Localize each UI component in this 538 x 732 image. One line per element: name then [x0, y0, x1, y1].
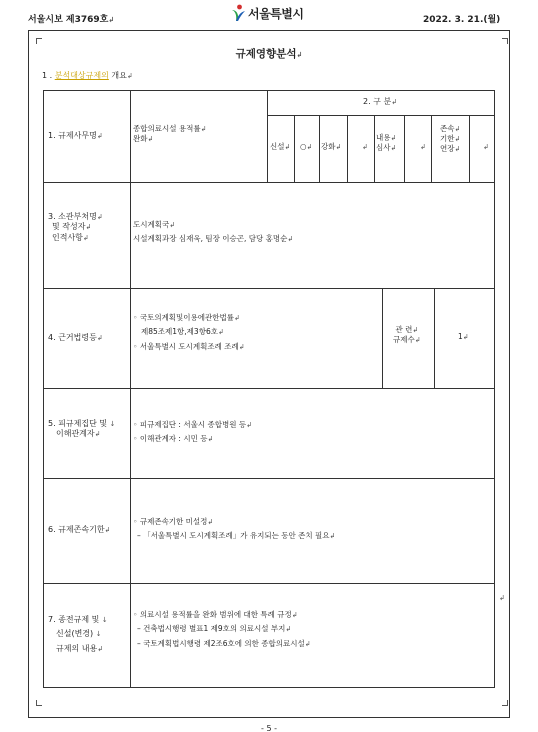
category-header: 2. 구 분↲ [363, 97, 398, 106]
grid-line [347, 115, 348, 182]
grid-line [44, 478, 494, 479]
grid-line [431, 115, 432, 182]
row6-label: 6. 규제존속기한↲ [48, 525, 111, 534]
category-new: 신설↲ [270, 142, 291, 151]
corner-mark [502, 38, 508, 44]
grid-line [434, 288, 435, 388]
category-empty: ↲ [420, 143, 426, 151]
grid-line [374, 115, 375, 182]
category-empty: ↲ [483, 143, 489, 151]
corner-mark [36, 700, 42, 706]
grid-line [382, 288, 383, 388]
grid-line [319, 115, 320, 182]
grid-line [44, 182, 494, 183]
related-regulations-label: 관 련↲ 규제수↲ [393, 325, 421, 345]
category-mark: ○↲ [300, 142, 313, 151]
row7-content: ◦ 의료시설 용적률을 완화 범위에 대한 특례 규정↲ – 건축법시행령 별표1 제9호의 의료시설 부지↲ – 국토계획법시행령 제2조6호에 의한 종합의료시설↲ [133, 610, 311, 648]
row6-content: ◦ 규제존속기한 미설정↲ – 「서울특별시 도시계획조례」가 유지되는 동안 존치 필요↲ [133, 517, 336, 541]
category-strengthen: 강화↲ [321, 142, 342, 151]
row1-label: 1. 규제사무명↲ [48, 131, 103, 140]
corner-mark [36, 38, 42, 44]
paragraph-mark: ↲ [499, 594, 505, 602]
section-heading: 1 . 분석대상규제의 개요↲ [42, 71, 133, 80]
grid-line [294, 115, 295, 182]
row4-label: 4. 근거법령등↲ [48, 333, 103, 342]
grid-line [469, 115, 470, 182]
corner-mark [502, 700, 508, 706]
related-regulations-count: 1↲ [458, 332, 469, 341]
row3-label: 3. 소관부처명↲ 및 작성자↲ 인적사항↲ [48, 212, 103, 242]
grid-line [267, 91, 268, 182]
page-number: - 5 - [261, 724, 277, 732]
seoul-emblem-icon [230, 4, 246, 22]
grid-line [44, 288, 494, 289]
row5-content: ◦ 피규제집단 : 서울시 종합병원 등↲ ◦ 이해관계자 : 시민 등↲ [133, 420, 252, 444]
publication-number: 서울시보 제3769호↲ [28, 15, 115, 25]
document-title: 규제영향분석↲ [235, 48, 303, 60]
category-empty: ↲ [362, 143, 368, 151]
grid-line [404, 115, 405, 182]
grid-line [267, 115, 495, 116]
category-extend: 존속↲ 기한↲ 연장↲ [440, 124, 461, 154]
category-content-review: 내용↲ 심사↲ [376, 133, 397, 153]
publication-date: 2022. 3. 21.(월) [423, 15, 501, 25]
logo-text: 서울특별시 [248, 6, 304, 21]
row3-content: 도시계획국↲ 시설계획과장 심재욱, 팀장 이승곤, 담당 홍명순↲ [133, 220, 294, 244]
row4-content: ◦ 국토의계획및이용에관한법률↲ 제85조제1항,제3항6호↲ ◦ 서울특별시 도시계획조례 조례↲ [133, 313, 245, 351]
grid-line [44, 583, 494, 584]
row7-label: 7. 종전규제 및 ↓ 신설(변경) ↓ 규제의 내용↲ [48, 615, 108, 653]
row5-label: 5. 피규제집단 및 ↓ 이해관계자↲ [48, 419, 116, 439]
grid-line [44, 388, 494, 389]
row1-content: 종합의료시설 용적률↲ 완화↲ [133, 124, 207, 144]
seoul-logo [230, 3, 303, 23]
regulation-table [43, 90, 495, 688]
grid-line [130, 91, 131, 688]
